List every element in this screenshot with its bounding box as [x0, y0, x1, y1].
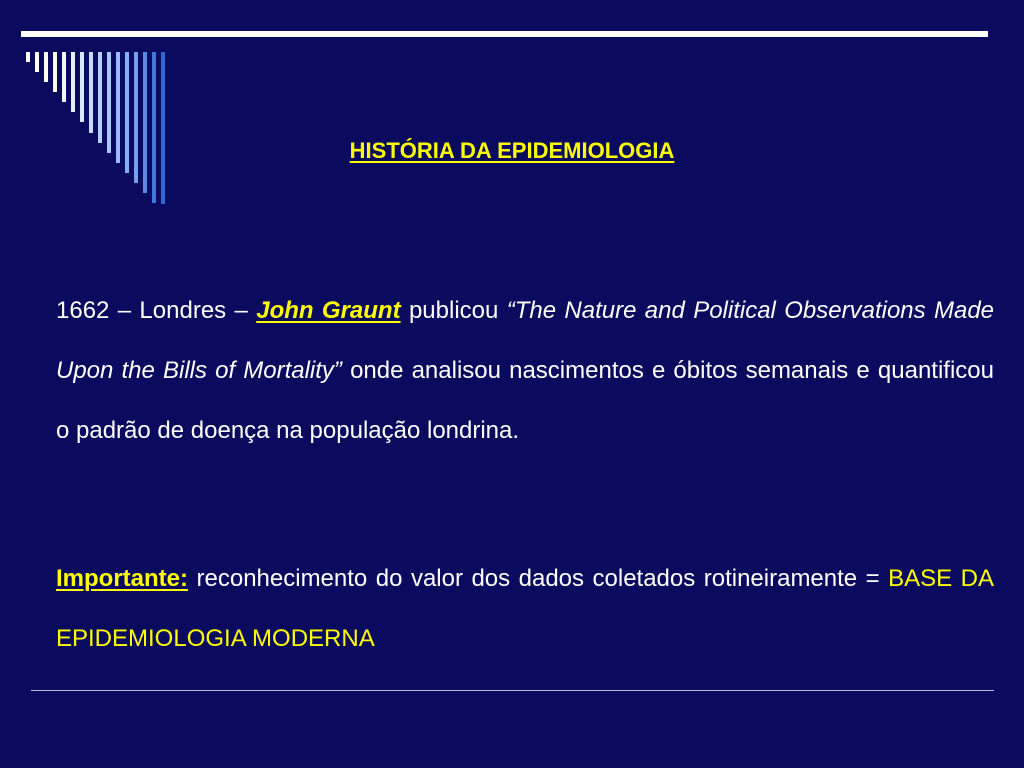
- book-title: “The Nature and Political Observations Made Upon the Bills of Mortality”: [56, 297, 995, 384]
- important-emphasis: BASE DA EPIDEMIOLOGIA MODERNA: [56, 565, 995, 652]
- decorative-bars: [0, 0, 180, 210]
- paragraph-verb: publicou: [408, 297, 499, 324]
- paragraph-important: [56, 549, 994, 669]
- important-label: Importante:: [56, 565, 188, 592]
- paragraph-lead: 1662 – Londres –: [56, 297, 248, 324]
- paragraph-history: [56, 281, 994, 461]
- paragraph-rest: onde analisou nascimentos e óbitos semanais e quantificou o padrão de doença na população londrina.: [56, 357, 994, 444]
- author-name: John Graunt: [256, 297, 401, 324]
- slide-title: HISTÓRIA DA EPIDEMIOLOGIA: [349, 138, 675, 163]
- important-text: reconhecimento do valor dos dados coletados rotineiramente =: [196, 565, 880, 592]
- bottom-divider-line: [31, 690, 994, 691]
